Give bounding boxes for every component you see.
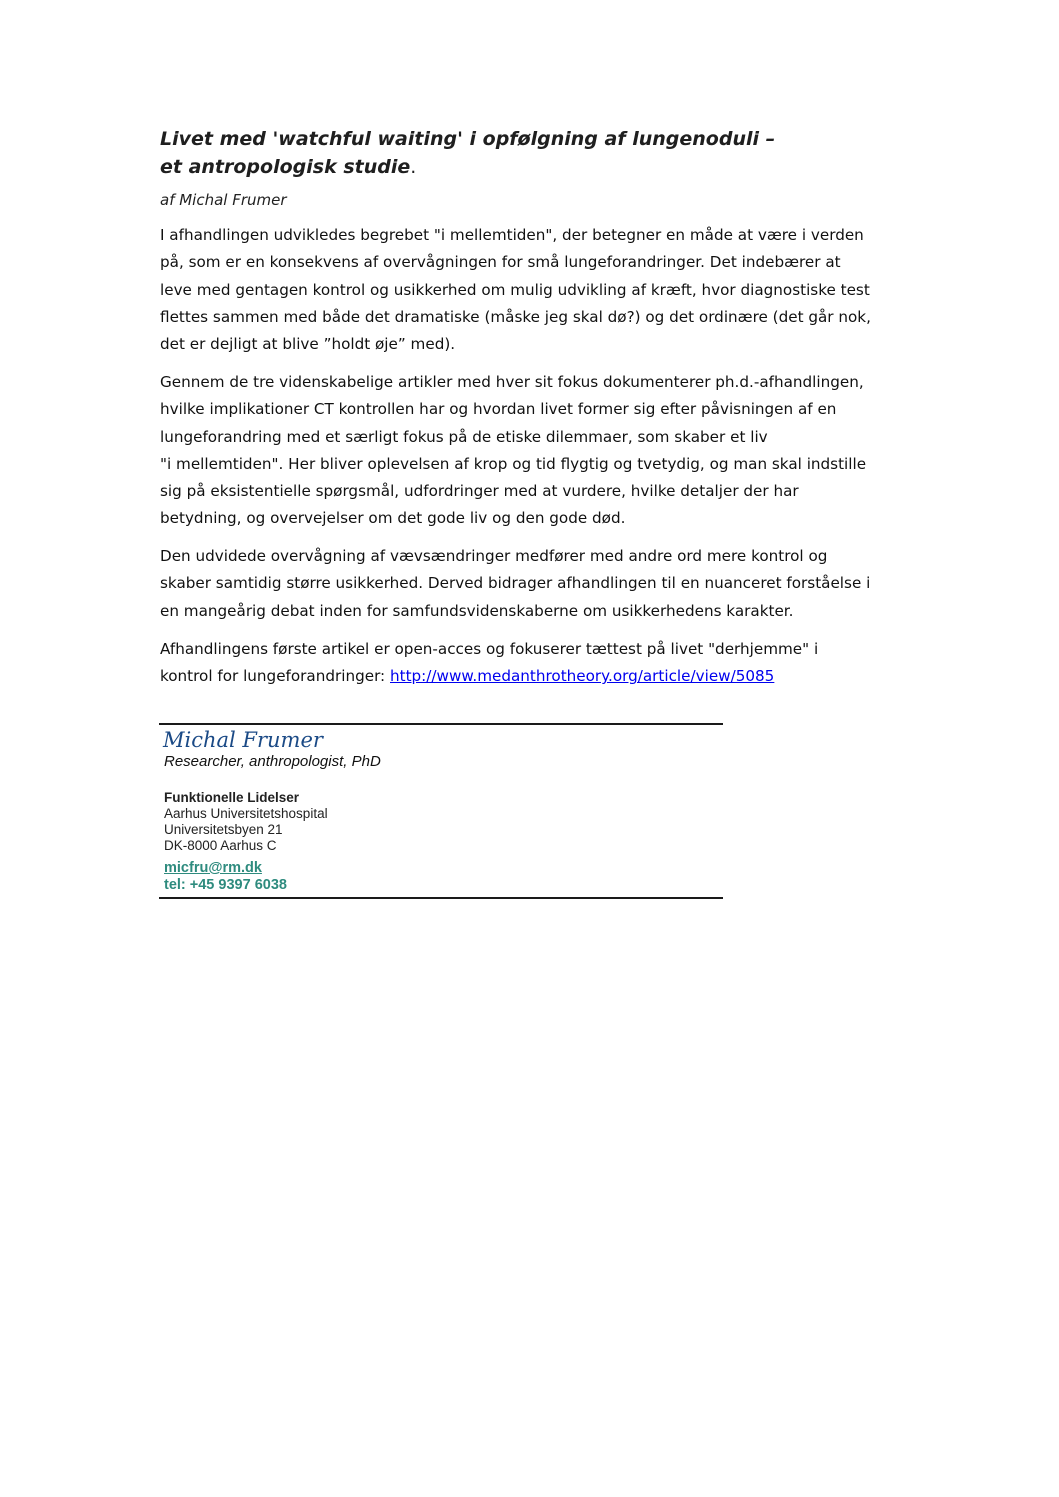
paragraph-2 [160,369,905,533]
paragraph-line: I afhandlingen udvikledes begrebet "i mellemtiden", der betegner en måde at være i verden [160,226,864,244]
paragraph-line-with-link [160,663,905,690]
paragraph-1 [160,222,905,358]
title-line-1: Livet med 'watchful waiting' i opfølgning af lungenoduli – [160,128,776,150]
signature-address-line: DK-8000 Aarhus C [164,838,277,853]
signature-department: Funktionelle Lidelser [164,790,300,805]
paragraph-line: leve med gentagen kontrol og usikkerhed om mulig udvikling af kræft, hvor diagnostiske test [160,280,870,299]
paragraph-line: det er dejligt at blive ”holdt øje” med). [160,335,456,354]
signature-name: Michal Frumer [163,728,323,752]
paragraph-line-text: kontrol for lungeforandringer: [160,667,390,686]
signature-top-divider [159,723,723,725]
paragraph-line: en mangeårig debat inden for samfundsvidenskaberne om usikkerhedens karakter. [160,601,794,620]
paragraph-line: Gennem de tre videnskabelige artikler med hver sit fokus dokumenterer ph.d.-afhandlingen, [160,373,864,391]
title-line-2 [160,153,920,181]
signature-role: Researcher, anthropologist, PhD [164,753,381,770]
title-line-2-text: et antropologisk studie [160,156,411,178]
paragraph-line: "i mellemtiden". Her bliver oplevelsen af krop og tid flygtig og tvetydig, og man skal indstille [160,454,867,473]
paragraph-line: hvilke implikationer CT kontrollen har og hvordan livet former sig efter påvisningen af en [160,400,837,419]
paragraph-line: Afhandlingens første artikel er open-acces og fokuserer tættest på livet "derhjemme" i [160,640,819,658]
signature-address-line: Universitetsbyen 21 [164,822,283,837]
paragraph-line: på, som er en konsekvens af overvågningen for små lungeforandringer. Det indebærer at [160,253,841,272]
paragraph-4 [160,636,905,691]
paragraph-3 [160,543,905,625]
paragraph-line: skaber samtidig større usikkerhed. Derved bidrager afhandlingen til en nuanceret forståelse i [160,574,871,593]
signature-address-line: Aarhus Universitetshospital [164,806,328,821]
signature-organization [164,790,328,854]
signature-email-link[interactable]: micfru@rm.dk [164,860,262,876]
signature-contact [164,860,287,894]
title-period: . [410,156,417,178]
paragraph-line: Den udvidede overvågning af vævsændringer medfører med andre ord mere kontrol og [160,547,828,565]
paragraph-line: lungeforandring med et særligt fokus på de etiske dilemmaer, som skaber et liv [160,427,768,446]
author-byline: af Michal Frumer [160,191,287,209]
paragraph-line: sig på eksistentielle spørgsmål, udfordringer med at vurdere, hvilke detaljer der har [160,482,799,501]
article-link[interactable]: http://www.medanthrotheory.org/article/view/5085 [390,667,775,686]
signature-bottom-divider [159,897,723,899]
signature-phone: tel: +45 9397 6038 [164,877,287,893]
paragraph-line: flettes sammen med både det dramatiske (måske jeg skal dø?) og det ordinære (det går nok, [160,307,871,326]
document-title [160,125,920,181]
paragraph-line: betydning, og overvejelser om det gode liv og den gode død. [160,509,626,528]
